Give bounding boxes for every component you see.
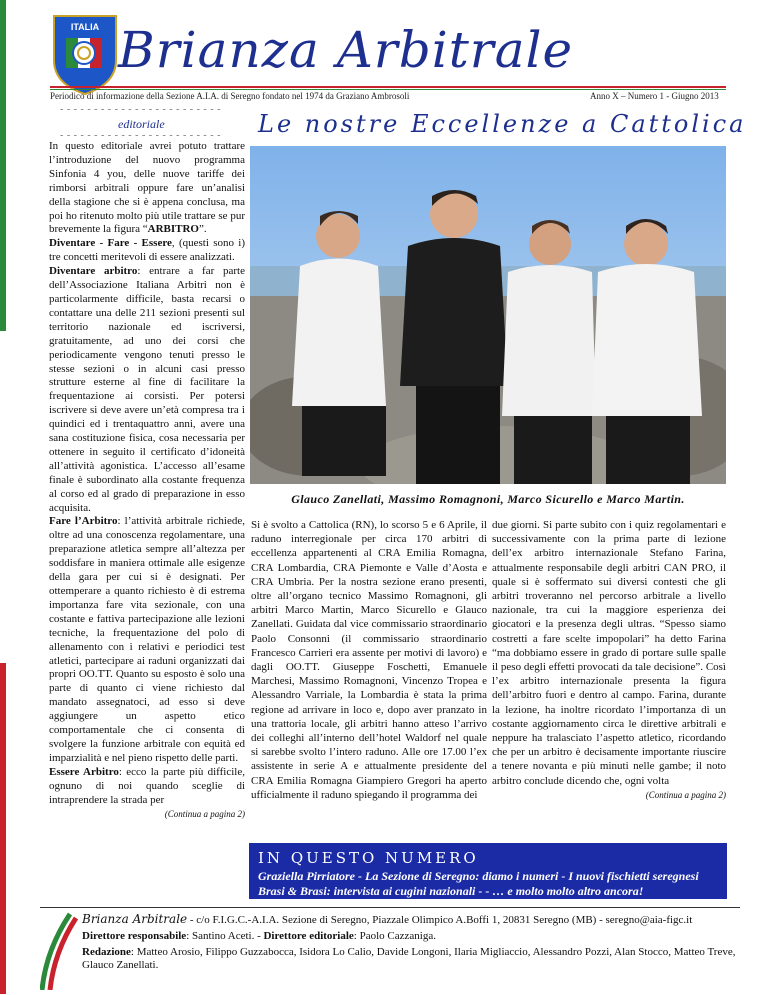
footer-title: Brianza Arbitrale: [82, 912, 188, 926]
footer-rule: [40, 907, 740, 908]
article-column-1: [251, 518, 487, 802]
article-column-2: [492, 518, 726, 802]
footer-redazione: Redazione: Matteo Arosio, Filippo Guzzabocca, Isidora Lo Calio, Davide Longoni, Ilaria Migliaccio, Alessandro Pozzi, Alan Stocco, Matteo Treve, Glauco Zanellati.: [82, 946, 736, 971]
editoriale-paragraph: Fare l’Arbitro: l’attività arbitrale richiede, oltre ad una conoscenza regolamentare, una preparazione atletica sempre all’altezza per soddisfare in maniera ottimale alle esigenze della gara per cui si è designati. Per ottemperare a quanto richiesto è di estrema importanza fare vita sezionale, con una costante e fattiva partecipazione alle lezioni tecniche, la frequentazione del polo di allenamento con i relativi e periodici test atletici, partecipare ai raduni organizzati dai propri OO.TT. Quanto su esposto è solo una parte di quanto ci viene richiesto dal mandato assegnatoci, ad esso si deve aggiungere un aspetto etico comportamentale che ci consenta di svolgere la funzione arbitrale con equità ed imparzialità e nel pieno rispetto delle parti.: [49, 515, 245, 764]
periodico-line: Periodico di informazione della Sezione A.I.A. di Seregno fondato nel 1974 da Graziano Ambrosoli: [50, 91, 410, 101]
editoriale-paragraph: Diventare - Fare - Essere, (questi sono i) tre concetti meritevoli di essere analizzati.: [49, 237, 245, 264]
in-questo-numero-box: [249, 843, 727, 899]
article-text-1: Si è svolto a Cattolica (RN), lo scorso 5 e 6 Aprile, il raduno interregionale per circa 170 arbitri di eccellenza appartenenti al CRA Emilia Romagna, CRA Lombardia, CRA Piemonte e Valle d’Aosta e CRA Umbria. Per la nostra sezione erano presenti, oltre all’organo tecnico Massimo Romagnoni, gli arbitri Marco Martin, Marco Sicurello e Glauco Zanellati. Guidata dal vice commissario straordinario Paolo Consonni (il commissario straordinario Francesco Carrieri era assente per motivi di lavoro) e dagli OO.TT. Giuseppe Foschetti, Emanuele Marchesi, Massimo Romagnoni, Vincenzo Tropea e Alessandro Varriale, la Lombardia è stata la prima regione ad arrivare in loco e, dopo aver pranzato in una trattoria locale, gli arbitri hanno atteso l’arrivo dei colleghi all’interno dell’hotel Waldorf nel quale si sarebbe svolto l’intero raduno. Alle ore 17.00 l’ex assistente in serie A e attualmente presidente del CRA Emilia Romagna Giampiero Gregori ha aperto ufficialmente il raduno spiegando il programma dei: [251, 519, 487, 801]
editoriale-paragraph: In questo editoriale avrei potuto trattare l’introduzione del nuovo programma Sinfonia 4 you, delle nuove tariffe dei rimborsi arbitrali oppure fare un’analisi della stagione che si è appena conclusa, ma poi ho ritenuto molto più utile trattare se pur brevemente la figura “ARBITRO”.: [49, 140, 245, 236]
photo-caption: Glauco Zanellati, Massimo Romagnoni, Marco Sicurello e Marco Martin.: [291, 492, 685, 506]
article-photo: [250, 146, 726, 484]
issue-info: Anno X – Numero 1 - Giugno 2013: [590, 91, 719, 101]
editoriale-continua: (Continua a pagina 2): [164, 808, 245, 819]
article-text-2: due giorni. Si parte subito con i quiz regolamentari e successivamente con la prima parte di lezione dell’ex arbitro internazionale Stefano Farina, attualmente responsabile degli arbitri CAN PRO, il quale si è soffermato sui diversi contesti che gli arbitri troveranno nel percorso arbitrale a livello nazionale, tra cui la maggiore esperienza dei giocatori e la presenza degli ultras. “Spesso siamo costretti a fare scelte impopolari” ha detto Farina “ma dobbiamo essere in grado di portare sulle spalle il peso degli effetti provocati da tale decisione”. Così l’ex arbitro internazionale presenta la figura dell’arbitro fuori e dentro al campo. Farina, durante la lezione, ha inoltre ricordato l’importanza di un costante aggiornamento circa le direttive arbitrali e neppure ha tralasciato l’aspetto atletico, ricordando che per un arbitro è decisamente importante riuscire a tenere novanta e più minuti nelle gambe; il noto arbitro conclude dicendo che, ogni volta: [492, 519, 726, 787]
in-questo-numero-title: IN QUESTO NUMERO: [258, 849, 479, 867]
footer-address: - c/o F.I.G.C.-A.I.A. Sezione di Seregno, Piazzale Olimpico A.Boffi 1, 20831 Seregno (MB) - seregno@aia-figc.it: [187, 914, 693, 926]
footer-flag-swoosh: [40, 910, 80, 990]
footer: [82, 913, 742, 975]
masthead-rule-green: [50, 89, 726, 90]
editoriale-dashes-top: - - - - - - - - - - - - - - - - - - - - - - - -: [60, 104, 221, 115]
in-questo-numero-text: Graziella Pirriatore - La Sezione di Seregno: diamo i numeri - I nuovi fischietti seregnesi Brasi & Brasi: intervista ai cugini nazionali - - … e molto molto altro ancora!: [258, 869, 699, 898]
editoriale-dashes-bottom: - - - - - - - - - - - - - - - - - - - - - - - -: [60, 130, 221, 141]
editoriale-paragraph: Diventare arbitro: entrare a far parte dell’Associazione Italiana Arbitri non è particolarmente difficile, basta recarsi o contattare una delle 211 sezioni presenti sul territorio nazionale ed iscriversi, gratuitamente, ad uno dei corsi che periodicamente vengono tenuti presso le stesse sezioni o in alcuni casi presso strutture esterne al fine di facilitare la frequentazione ai corsisti. Per potersi iscrivere si deve avere un’età compresa tra i quindici ed i trentaquattro anni, avere una sana costituzione fisica, cosa necessaria per ottenere in seguito il certificato d’idoneità all’attività agonistica. L’accesso all’esame finale è subordinato alla costante frequenza al corso ed al grado di preparazione in esso acquisita.: [49, 265, 245, 514]
masthead-rule-red: [50, 86, 726, 88]
footer-address-line: [82, 913, 742, 927]
logo-text: ITALIA: [70, 22, 100, 32]
article-continua: (Continua a pagina 2): [645, 789, 726, 800]
article-title: Le nostre Eccellenze a Cattolica: [258, 110, 747, 138]
editoriale-label: editoriale: [118, 117, 165, 131]
footer-direttori: Direttore responsabile: Santino Aceti. - Direttore editoriale: Paolo Cazzaniga.: [82, 930, 436, 942]
editoriale-paragraph: Essere Arbitro: ecco la parte più difficile, ognuno di noi quando sceglie di intraprendere la strada per: [49, 765, 245, 806]
flag-stripe: [0, 0, 6, 994]
masthead-title: Brianza Arbitrale: [118, 21, 574, 79]
figc-logo: [50, 14, 120, 96]
editoriale-column: [49, 140, 245, 821]
